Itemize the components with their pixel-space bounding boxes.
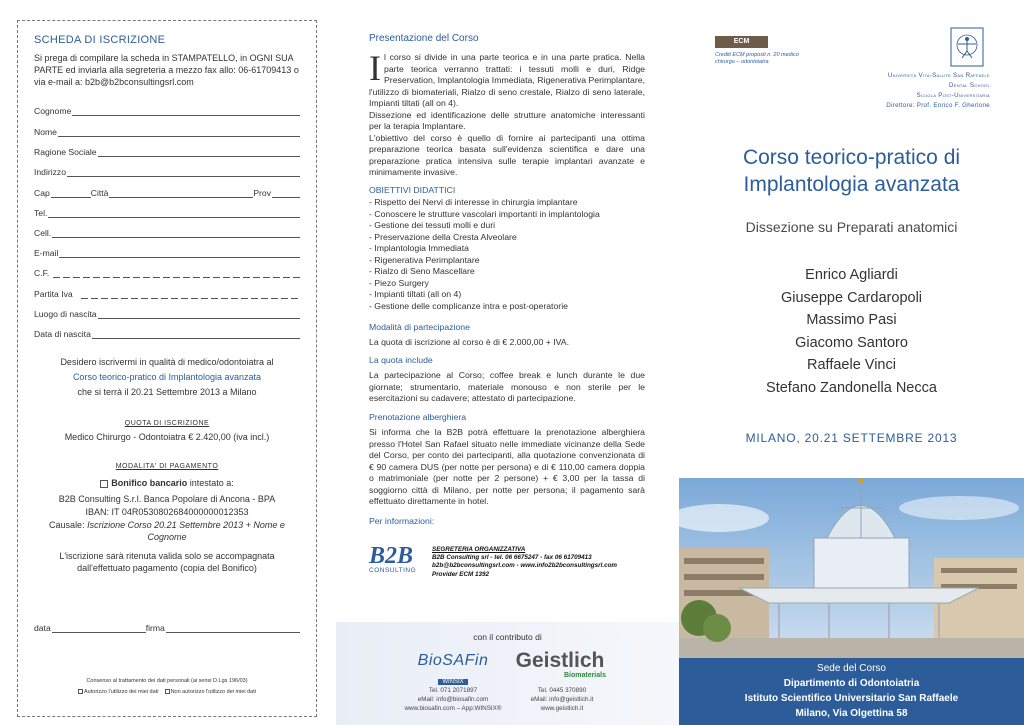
objective-item: - Gestione dei tessuti molli e duri bbox=[369, 220, 496, 230]
quota-heading: QUOTA DI ISCRIZIONE bbox=[124, 420, 210, 427]
course-title: Corso teorico-pratico di Implantologia avanzata bbox=[742, 146, 961, 196]
ecm-credits: Crediti ECM proposti n. 20 medico chirurgo – odontoiatra bbox=[715, 52, 799, 65]
objective-item: - Rigenerativa Perimplantare bbox=[369, 254, 480, 265]
speakers-list bbox=[679, 264, 1024, 399]
objectives-list bbox=[369, 197, 645, 312]
objective-item: - Preservazione della Cresta Alveolare bbox=[369, 231, 517, 242]
hotel-heading: Prenotazione alberghiera bbox=[369, 412, 467, 422]
bonifico-option[interactable]: Bonifico bancario intestato a: bbox=[34, 477, 300, 489]
field-cell[interactable]: Cell. bbox=[34, 226, 300, 238]
consent-yes-option[interactable]: Autorizzo l'utilizzo dei miei dati bbox=[78, 689, 158, 695]
speaker-name: Giuseppe Cardaropoli bbox=[780, 289, 923, 306]
form-intro: Si prega di compilare la scheda in STAMPATELLO, in OGNI SUA PARTE ed inviarla alla segreteria a mezzo fax allo: 06-61709413 o via e-mail a: b2b@b2bconsultingsrl.com bbox=[34, 53, 299, 87]
university-info: Università Vita-Salute San Raffaele Dental School Scuola Post-Universitaria Direttore: Prof. Enrico F. Gherlone bbox=[886, 72, 990, 109]
field-email[interactable]: E-mail bbox=[34, 246, 300, 258]
venue-line: Istituto Scientifico Universitario San Raffaele bbox=[744, 693, 959, 704]
causale: Causale: Iscrizione Corso 20.21 Settembre 2013 + Nome e Cognome bbox=[49, 520, 285, 542]
consent-no-checkbox[interactable] bbox=[165, 689, 170, 694]
speaker-name: Stefano Zandonella Necca bbox=[766, 379, 937, 396]
biosafin-logo: BioSAFin WINSIX bbox=[417, 652, 489, 685]
info-heading: Per informazioni: bbox=[369, 516, 435, 526]
consent-no-option[interactable]: Non autorizzo l'utilizzo dei miei dati bbox=[165, 689, 256, 695]
cover-panel bbox=[679, 0, 1024, 725]
venue-box bbox=[679, 658, 1024, 725]
included-heading: La quota include bbox=[369, 355, 433, 365]
venue-line: Milano, Via Olgettina 58 bbox=[795, 708, 908, 719]
venue-line: Dipartimento di Odontoiatria bbox=[783, 678, 920, 689]
field-tel[interactable]: Tel. bbox=[34, 206, 300, 218]
field-data-nascita[interactable]: Data di nascita bbox=[34, 327, 300, 339]
presentation-text: Il corso si divide in una parte teorica e in una parte pratica. Nella parte teorica verranno trattati: i tessuti molli e duri, Ridge Preservation, Implantologia Immediata, Rigenerativa Perimplantare, l'utilizzo di biomateriali, Rialzo di seno crestale, Rialzo di seno laterale, Impianti tiltati (all on 4). Dissezione ed identificazione delle strutture anatomiche interessanti per la terapia Implantare. L'obiettivo del corso è quello di fornire ai partecipanti una ottima preparazione teorica basata sull'evidenza scientifica e dare una preparazione pratica intensiva sulle terapie implantari avanzate e minimamente invasive. bbox=[369, 48, 645, 177]
payment-heading: MODALITA' DI PAGAMENTO bbox=[115, 463, 219, 470]
participation-heading: Modalità di partecipazione bbox=[369, 322, 470, 332]
geistlich-contacts: Tel. 0445 370890 eMail: info@geistlich.it www.geistlich.it bbox=[530, 687, 594, 712]
venue-photo bbox=[679, 478, 1024, 658]
field-cognome[interactable]: Cognome bbox=[34, 104, 300, 116]
objective-item: - Gestione delle complicanze intra e post-operatorie bbox=[369, 300, 568, 311]
speaker-name: Giacomo Santoro bbox=[795, 334, 908, 351]
objective-item: - Implantologia Immediata bbox=[369, 243, 469, 253]
field-data-firma[interactable]: data firma bbox=[34, 621, 300, 633]
sponsors-band bbox=[336, 622, 679, 725]
hotel-text: Si informa che la B2B potrà effettuare la prenotazione alberghiera presso l'Hotel San Rafael situato nelle immediate vicinanze della Sede del Corso, per conto dei partecipanti, alla quotazione convenzionata di € 90 camera DUS (per notte per persona) e di € 110,00 camera doppia o matrimoniale (per notte per 2 persone) + € 3,00 per la tassa di soggiorno città di Milano, per notte per persona; il pagamento sarà effettuato direttamente in hotel. bbox=[369, 427, 645, 506]
field-indirizzo[interactable]: Indirizzo bbox=[34, 165, 300, 177]
iban: IBAN: IT 04R0530802684000000012353 bbox=[85, 507, 249, 517]
presentation-heading: Presentazione del Corso bbox=[369, 33, 479, 44]
b2b-logo: B2B CONSULTING bbox=[369, 543, 417, 574]
objective-item: - Piezo Surgery bbox=[369, 277, 429, 288]
speaker-name: Raffaele Vinci bbox=[807, 357, 896, 373]
ecm-logo: ECM bbox=[715, 36, 768, 48]
consent-heading: Consenso al trattamento dei dati personali (ai sensi D.Lgs 196/03) bbox=[86, 678, 248, 684]
participation-text: La quota di iscrizione al corso è di € 2.000,00 + IVA. bbox=[369, 337, 570, 347]
field-partita-iva[interactable]: Partita Iva bbox=[34, 287, 300, 299]
objective-item: - Rispetto dei Nervi di interesse in chirurgia implantare bbox=[369, 197, 578, 207]
event-date: MILANO, 20.21 SETTEMBRE 2013 bbox=[745, 431, 958, 445]
objective-item: - Conoscere le strutture vascolari importanti in implantologia bbox=[369, 208, 600, 219]
objective-item: - Rialzo di Seno Mascellare bbox=[369, 266, 475, 276]
drop-cap: I bbox=[369, 48, 381, 88]
biosafin-contacts: Tel. 071 2071897 eMail: info@biosafin.com www.biosafin.com – App:WINSIX® bbox=[404, 687, 502, 712]
field-cap-citta-prov[interactable]: Cap Città Prov bbox=[34, 186, 300, 198]
field-ragione-sociale[interactable]: Ragione Sociale bbox=[34, 145, 300, 157]
sponsors-heading: con il contributo di bbox=[473, 632, 542, 642]
registration-form-panel bbox=[0, 0, 335, 725]
objectives-heading: OBIETTIVI DIDATTICI bbox=[369, 185, 456, 195]
field-luogo-nascita[interactable]: Luogo di nascita bbox=[34, 307, 300, 319]
venue-heading: Sede del Corso bbox=[817, 663, 886, 674]
bonifico-checkbox[interactable] bbox=[100, 480, 108, 488]
university-emblem bbox=[949, 27, 985, 67]
validity-note: L'iscrizione sarà ritenuta valida solo se accompagnata dall'effettuato pagamento (copia del Bonifico) bbox=[59, 551, 275, 573]
desidero-text: Desidero iscrivermi in qualità di medico/odontoiatra al bbox=[60, 357, 274, 367]
consent-options bbox=[34, 686, 300, 698]
course-subtitle: Dissezione su Preparati anatomici bbox=[745, 219, 958, 235]
bank-name: B2B Consulting S.r.l. Banca Popolare di Ancona - BPA bbox=[58, 494, 276, 504]
speaker-name: Enrico Agliardi bbox=[805, 267, 898, 283]
course-info-panel bbox=[336, 0, 679, 725]
geistlich-logo: Geistlich Biomaterials bbox=[515, 649, 606, 679]
course-name: Corso teorico-pratico di Implantologia avanzata bbox=[72, 372, 262, 382]
consent-yes-checkbox[interactable] bbox=[78, 689, 83, 694]
quota-text: Medico Chirurgo - Odontoiatra € 2.420,00 (iva incl.) bbox=[64, 432, 270, 442]
included-text: La partecipazione al Corso; coffee break e lunch durante le due giornate; strumentario, materiale monouso e non sterile per le esercitazioni su cadavere; attestato di partecipazione. bbox=[369, 370, 645, 403]
form-title: SCHEDA DI ISCRIZIONE bbox=[34, 34, 166, 46]
field-nome[interactable]: Nome bbox=[34, 125, 300, 137]
objective-item: - Impianti tiltati (all on 4) bbox=[369, 289, 462, 299]
field-cf[interactable]: C.F. bbox=[34, 266, 300, 278]
course-date-text: che si terrà il 20.21 Settembre 2013 a Milano bbox=[77, 387, 257, 397]
secretariat-info: SEGRETERIA ORGANIZZATIVA B2B Consulting srl - tel. 06 6675247 - fax 06 61709413 b2b@b2bconsultingsrl.com - www.info2b2bconsultingsrl.com Provider ECM 1392 bbox=[432, 546, 618, 578]
speaker-name: Massimo Pasi bbox=[806, 312, 897, 328]
